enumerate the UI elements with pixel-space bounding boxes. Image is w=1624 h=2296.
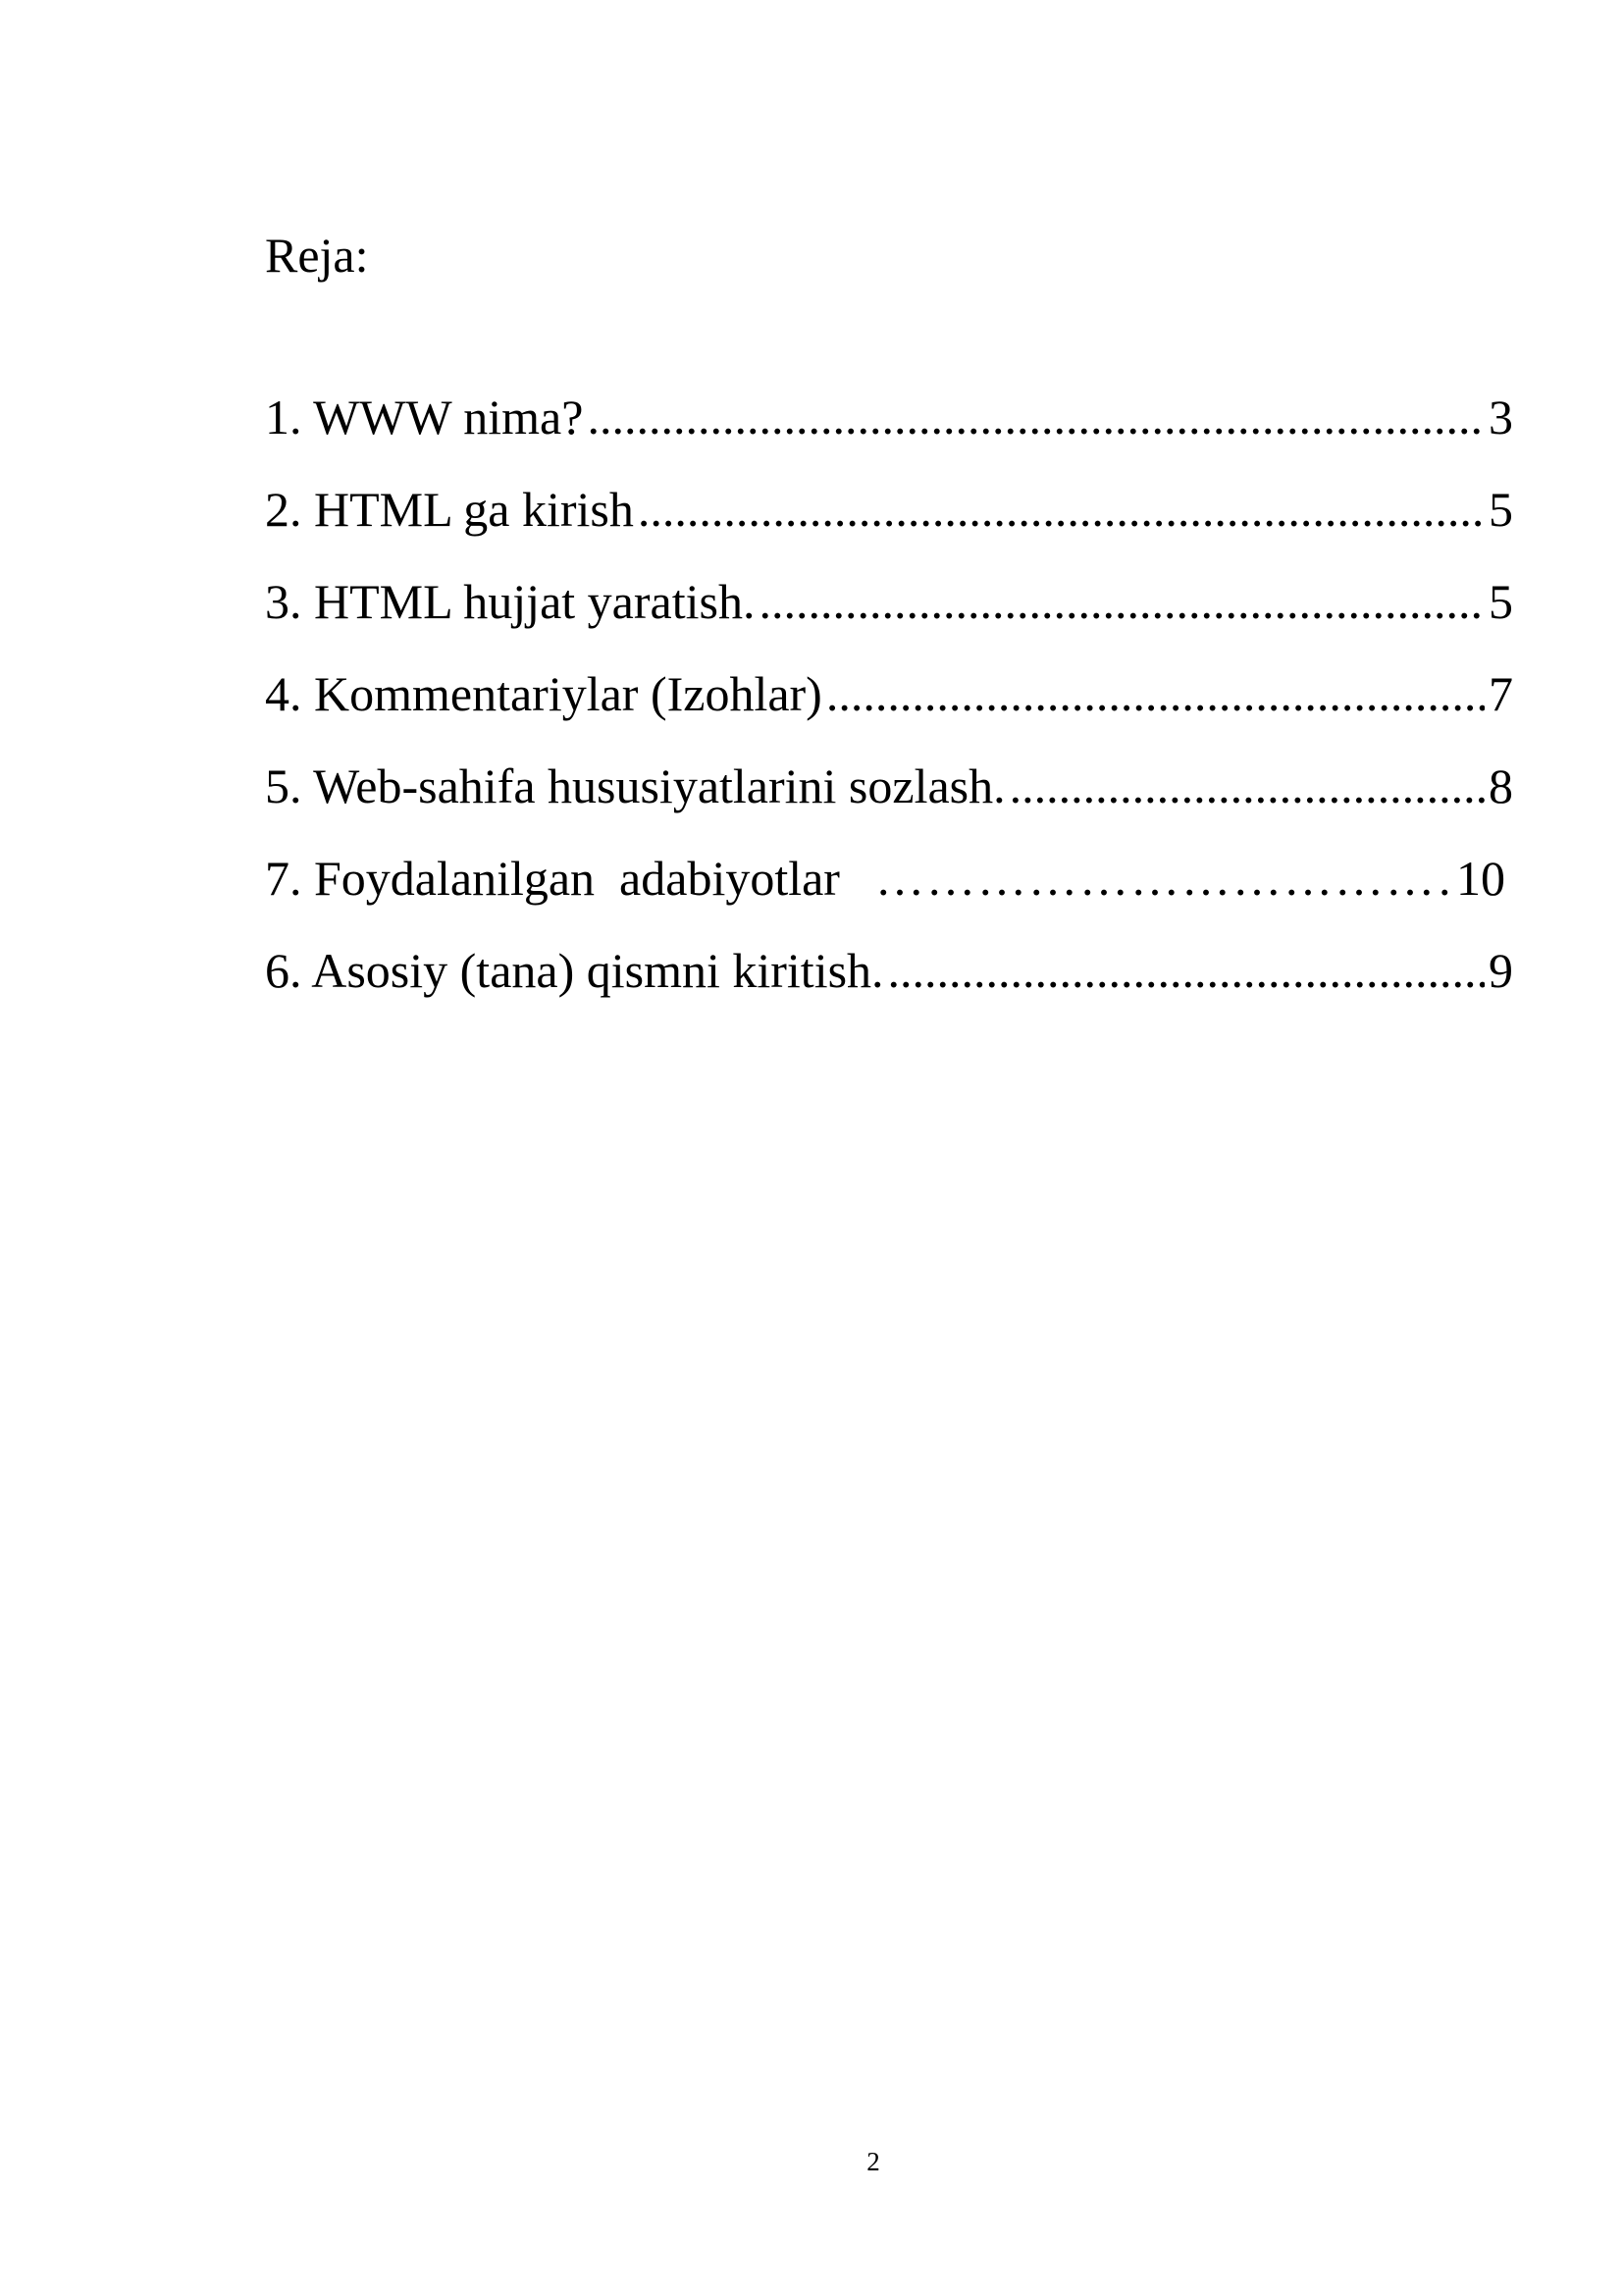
toc-entry-label: 2. HTML ga kirish: [265, 482, 634, 537]
toc-entry-6: [265, 851, 1513, 946]
toc-dot-leader: [875, 854, 1452, 903]
toc-entry-label: 5. Web-sahifa hususiyatlarini sozlash.: [265, 758, 1006, 813]
toc-dot-leader: [826, 669, 1485, 718]
toc-entry-label: 7. Foydalanilgan adabiyotlar: [265, 851, 840, 906]
toc-entry-5: [265, 758, 1513, 854]
toc-entry-label: 6. Asosiy (tana) qismni kiritish.: [265, 943, 884, 998]
toc-entry-3: [265, 574, 1513, 669]
toc-dot-leader: [1010, 761, 1485, 810]
toc-entry-label: 1. WWW nima?: [265, 390, 584, 444]
toc-dot-leader: [759, 577, 1485, 626]
toc-entry-7: [265, 943, 1513, 1038]
page-title: Reja:: [265, 228, 369, 283]
toc-dot-leader: [638, 485, 1485, 534]
toc-entry-page: 8: [1489, 758, 1513, 813]
toc-dot-leader: [888, 946, 1485, 995]
toc-entry-label: 3. HTML hujjat yaratish.: [265, 574, 756, 629]
toc-entry-page: 3: [1489, 390, 1513, 444]
toc-entry-label: 4. Kommentariylar (Izohlar): [265, 666, 822, 721]
toc-entry-1: [265, 392, 1513, 485]
table-of-contents: [265, 392, 1513, 1038]
toc-entry-page: 9: [1489, 943, 1513, 998]
page-number: 2: [866, 2147, 880, 2176]
toc-entry-page: 5: [1489, 574, 1513, 629]
toc-dot-leader: [587, 392, 1485, 442]
toc-entry-page: 7: [1489, 666, 1513, 721]
toc-entry-4: [265, 666, 1513, 761]
toc-entry-page: 5: [1489, 482, 1513, 537]
toc-entry-2: [265, 482, 1513, 577]
toc-entry-page: 10: [1456, 851, 1505, 906]
